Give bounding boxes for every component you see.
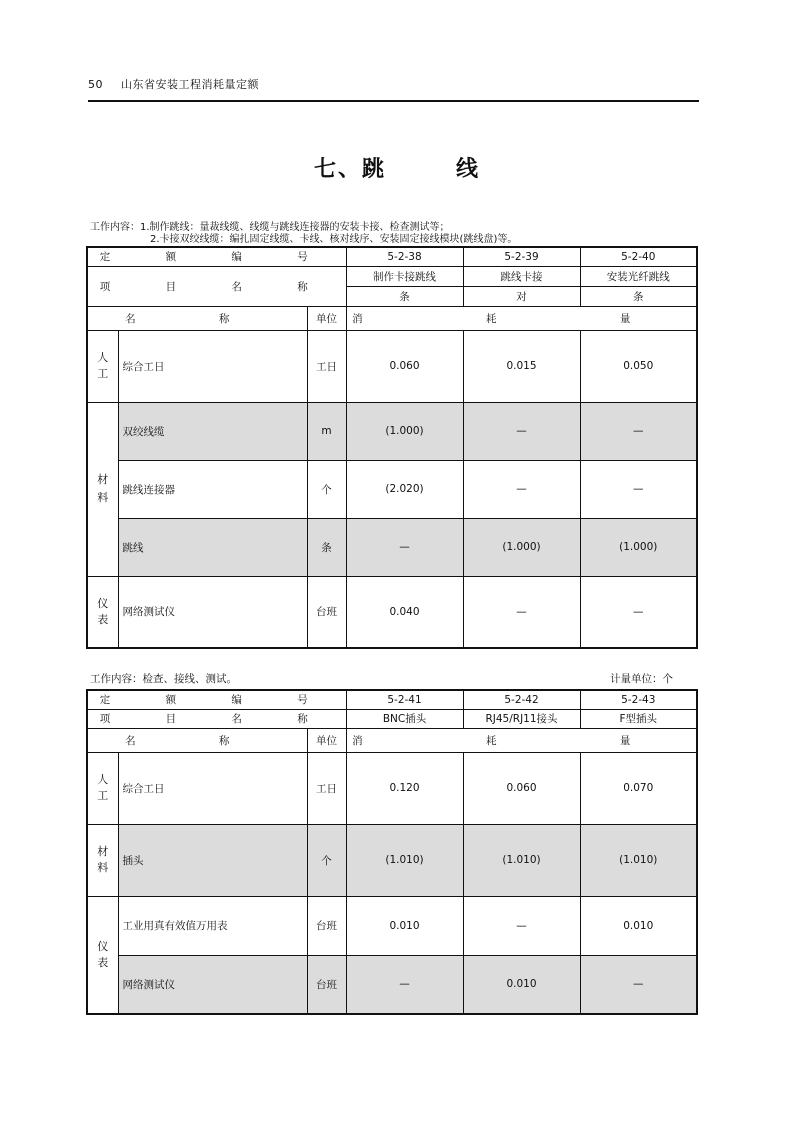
item-name: RJ45/RJ11接头	[463, 709, 580, 728]
row-value: —	[463, 402, 580, 460]
row-name: 跳线	[118, 518, 307, 576]
unit-header: 单位	[307, 728, 346, 752]
row-value: (2.020)	[346, 460, 463, 518]
row-unit: 台班	[307, 896, 346, 955]
name-header: 名 称	[87, 728, 307, 752]
row-name: 网络测试仪	[118, 576, 307, 648]
item-unit: 条	[346, 286, 463, 306]
row-name: 综合工日	[118, 330, 307, 402]
quota-number-label: 定 额 编 号	[87, 247, 346, 266]
item-name: 安装光纤跳线	[580, 266, 697, 286]
row-unit: 条	[307, 518, 346, 576]
row-value: (1.010)	[463, 824, 580, 896]
row-name: 跳线连接器	[118, 460, 307, 518]
book-title: 山东省安装工程消耗量定额	[121, 78, 259, 91]
quota-code: 5-2-39	[463, 247, 580, 266]
row-value: —	[463, 896, 580, 955]
row-name: 插头	[118, 824, 307, 896]
row-unit: 台班	[307, 955, 346, 1014]
item-name: BNC插头	[346, 709, 463, 728]
row-value: —	[580, 955, 697, 1014]
quota-code: 5-2-42	[463, 690, 580, 709]
row-value: —	[580, 460, 697, 518]
row-unit: 个	[307, 460, 346, 518]
category-instrument: 仪 表	[87, 896, 118, 1014]
quota-code: 5-2-41	[346, 690, 463, 709]
row-value: 0.040	[346, 576, 463, 648]
row-value: 0.120	[346, 752, 463, 824]
row-value: —	[346, 518, 463, 576]
row-value: (1.000)	[346, 402, 463, 460]
quota-code: 5-2-40	[580, 247, 697, 266]
row-name: 双绞线缆	[118, 402, 307, 460]
row-value: 0.070	[580, 752, 697, 824]
item-name: F型插头	[580, 709, 697, 728]
row-value: (1.000)	[580, 518, 697, 576]
row-value: 0.015	[463, 330, 580, 402]
work-content-1b: 2.卡接双绞线缆：编扎固定线缆、卡线、核对线序、安装固定接线模块(跳线盘)等。	[150, 234, 518, 245]
quota-code: 5-2-43	[580, 690, 697, 709]
row-value: —	[346, 955, 463, 1014]
row-value: 0.060	[463, 752, 580, 824]
row-value: —	[463, 576, 580, 648]
quota-number-label: 定 额 编 号	[87, 690, 346, 709]
unit-header: 单位	[307, 306, 346, 330]
item-name: 制作卡接跳线	[346, 266, 463, 286]
consumption-header: 消 耗 量	[346, 728, 697, 752]
row-value: 0.010	[580, 896, 697, 955]
row-name: 网络测试仪	[118, 955, 307, 1014]
row-name: 综合工日	[118, 752, 307, 824]
consumption-header: 消 耗 量	[346, 306, 697, 330]
row-value: (1.010)	[580, 824, 697, 896]
row-unit: m	[307, 402, 346, 460]
row-value: 0.010	[346, 896, 463, 955]
quota-table-1	[86, 246, 698, 649]
work-content-2: 工作内容：检查、接线、测试。	[90, 673, 237, 685]
page-number: 50	[88, 78, 103, 91]
name-header: 名 称	[87, 306, 307, 330]
row-value: 0.050	[580, 330, 697, 402]
category-material: 材 料	[87, 402, 118, 576]
row-unit: 工日	[307, 752, 346, 824]
category-material: 材 料	[87, 824, 118, 896]
section-title: 七、跳 线	[313, 157, 481, 182]
category-labor: 人 工	[87, 752, 118, 824]
quota-code: 5-2-38	[346, 247, 463, 266]
row-unit: 台班	[307, 576, 346, 648]
item-name-label: 项 目 名 称	[87, 709, 346, 728]
row-value: —	[580, 402, 697, 460]
category-labor: 人 工	[87, 330, 118, 402]
row-value: 0.060	[346, 330, 463, 402]
item-unit: 条	[580, 286, 697, 306]
row-value: —	[580, 576, 697, 648]
row-unit: 个	[307, 824, 346, 896]
item-name-label: 项 目 名 称	[87, 266, 346, 306]
row-value: 0.010	[463, 955, 580, 1014]
row-value: (1.010)	[346, 824, 463, 896]
quota-table-2	[86, 689, 698, 1015]
row-value: (1.000)	[463, 518, 580, 576]
work-content-1a: 工作内容：1.制作跳线：量裁线缆、线缆与跳线连接器的安装卡接、检查测试等；	[90, 222, 450, 233]
unit-note: 计量单位：个	[610, 673, 673, 685]
header-rule	[88, 100, 699, 102]
item-name: 跳线卡接	[463, 266, 580, 286]
row-name: 工业用真有效值万用表	[118, 896, 307, 955]
category-instrument: 仪 表	[87, 576, 118, 648]
row-value: —	[463, 460, 580, 518]
row-unit: 工日	[307, 330, 346, 402]
page-header	[88, 76, 273, 92]
item-unit: 对	[463, 286, 580, 306]
